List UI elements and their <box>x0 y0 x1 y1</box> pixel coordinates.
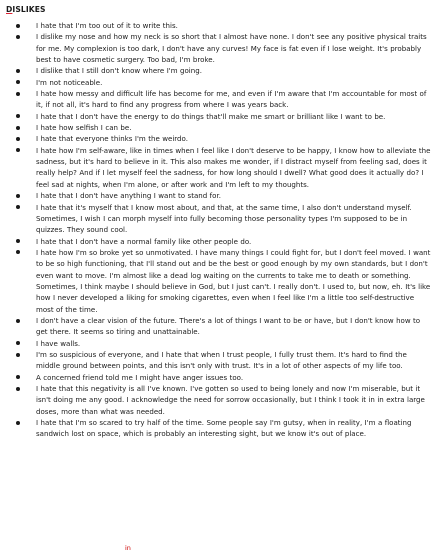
list-item: A concerned friend told me I might have anger issues too. <box>6 372 432 383</box>
list-item: I hate that this negativity is all I've known. I've gotten so used to being lonely and now I'm miserable, but it isn't doing me any good. I acknowledge the need for sorrow occasionally, but I think I took it in in extra large doses, more than what was needed. <box>6 383 432 417</box>
list-item: I dislike that I still don't know where I'm going. <box>6 65 432 76</box>
list-item: I hate how messy and difficult life has become for me, and even if I'm aware that I'm accountable for most of it, if not all, it's hard to find any progress from where I was years back. <box>6 88 432 111</box>
list-item: I hate that I don't have the energy to do things that'll make me smart or brilliant like I want to be. <box>6 111 432 122</box>
heading-rest: ISLIKES <box>12 5 46 14</box>
document-heading <box>6 4 432 15</box>
list-item: I hate that I'm so scared to try half of the time. Some people say I'm gutsy, when in reality, I'm a floating sandwich lost on space, which is probably an interesting sight, but we know it's out of place. <box>6 417 432 440</box>
list-item: I hate that everyone thinks I'm the weirdo. <box>6 133 432 144</box>
list-item: I hate that I'm too out of it to write this. <box>6 20 432 31</box>
list-item: I hate that I don't have a normal family like other people do. <box>6 236 432 247</box>
list-item: I hate how I'm so broke yet so unmotivated. I have many things I could fight for, but I don't feel moved. I want to be so high functioning, that I'll stand out and be the best or good enough by my own standards, but I don't even want to move. I'm almost like a dead log waiting on the currents to take me to death or something. Sometimes, I think maybe I should believe in God, but I just can't. I really don't. I used to, but now, eh. It's like how I never developed a liking for smoking cigarettes, even when I feel like I'm a little too self-destructive most of the time. <box>6 247 432 315</box>
heading-first-letter: D <box>6 5 13 14</box>
list-item: I hate that it's myself that I know most about, and that, at the same time, I also don't understand myself. Sometimes, I wish I can morph myself into fully becoming those personality types I'm supposed to be in quizzes. They sound cool. <box>6 202 432 236</box>
list-item: I'm so suspicious of everyone, and I hate that when I trust people, I fully trust them. It's hard to find the middle ground between points, and this isn't only with trust. It's in a lot of other aspects of my life too. <box>6 349 432 372</box>
list-item: I hate that I don't have anything I want to stand for. <box>6 190 432 201</box>
list-item: I hate how I'm self-aware, like in times when I feel like I don't deserve to be happy, I know how to alleviate the sadness, but it's hard to believe in it. This also makes me wonder, if I distract myself from feeling sad, does it really help? And if I let myself feel the sadness, for how long should I dwell? What good does it actually do? I feel sad at nights, when I'm alone, or after work and I'm left to my thoughts. <box>6 145 432 190</box>
list-item: I hate how selfish I can be. <box>6 122 432 133</box>
list-item: I dislike my nose and how my neck is so short that I almost have none. I don't see any positive physical traits for me. My complexion is too dark, I don't have any curves! My face is fat even if I lose weight. It's probably best to have cosmetic surgery. Too bad, I'm broke. <box>6 31 432 65</box>
list-item: I'm not noticeable. <box>6 77 432 88</box>
list-item: I don't have a clear vision of the future. There's a lot of things I want to be or have, but I don't know how to get there. It seems so tiring and unattainable. <box>6 315 432 338</box>
spell-suggestion[interactable]: in <box>125 544 131 552</box>
list-item: I have walls. <box>6 338 432 349</box>
dislikes-list <box>6 20 432 440</box>
